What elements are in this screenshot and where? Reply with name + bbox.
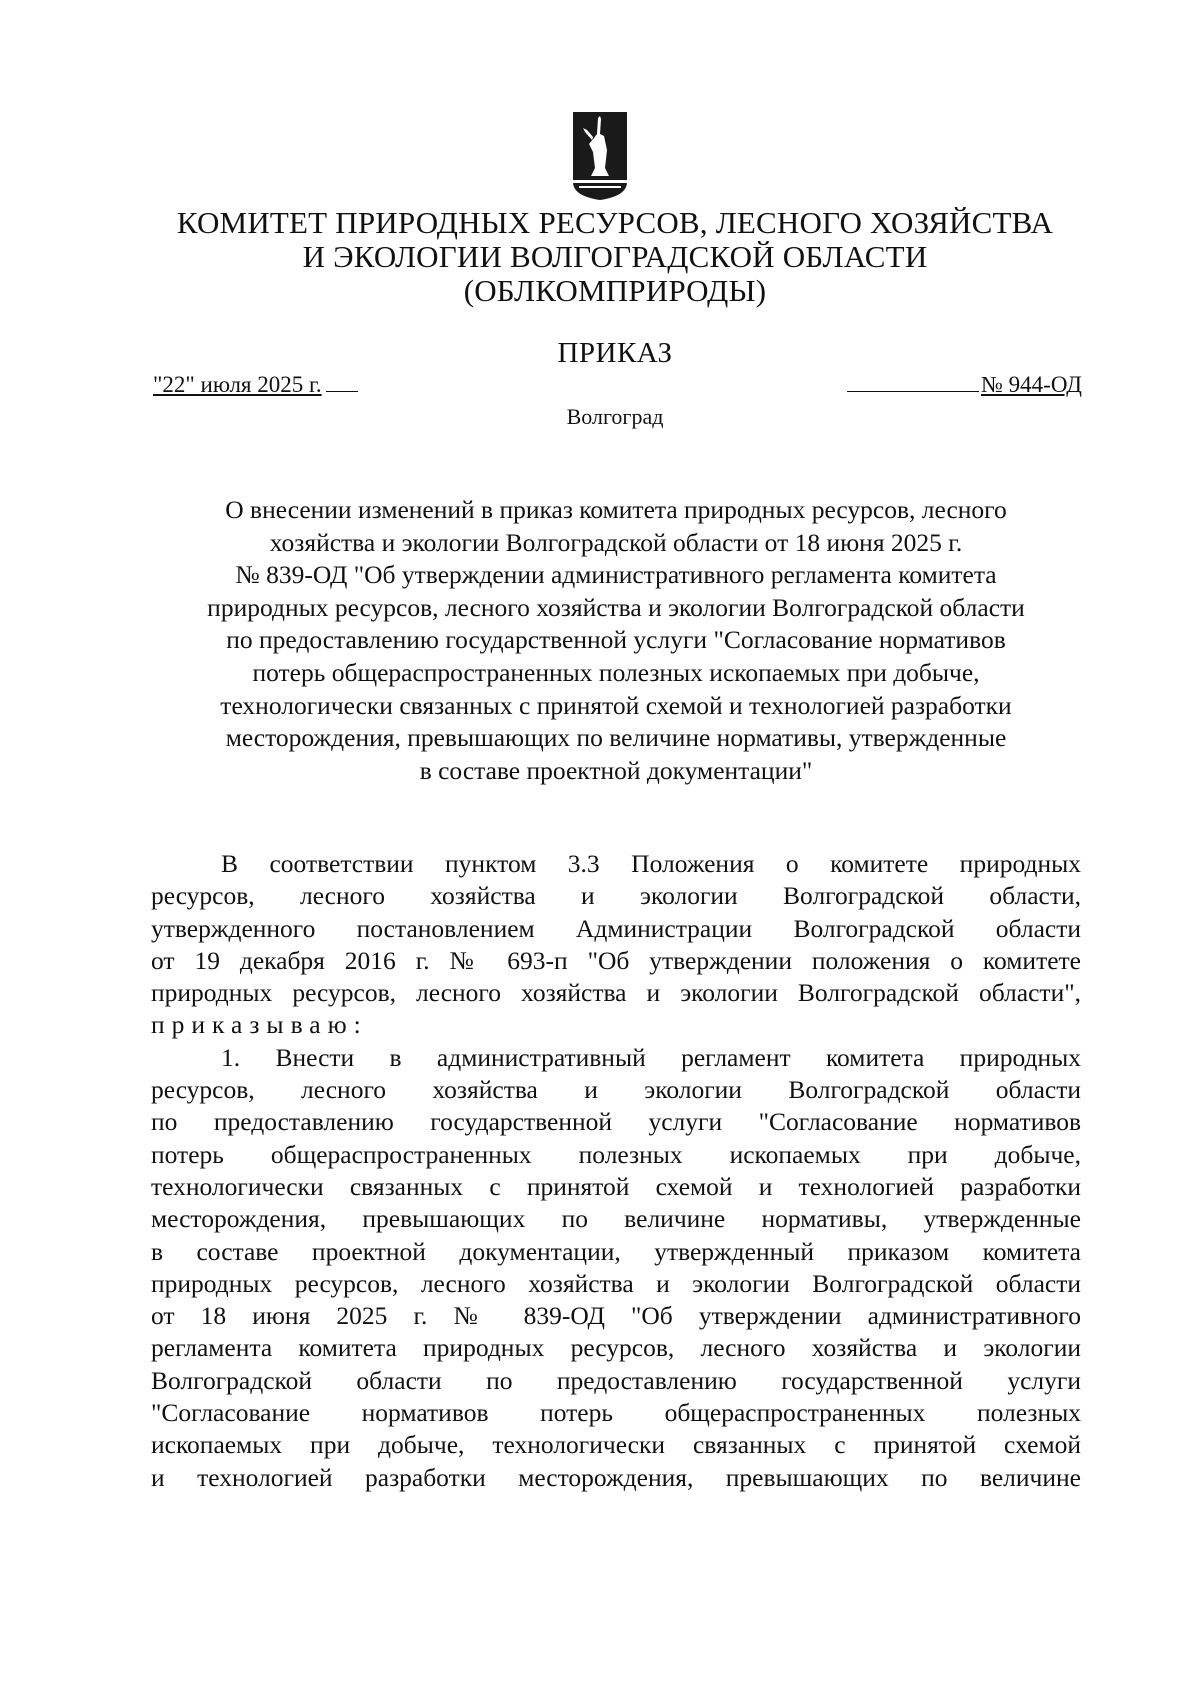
document-date <box>153 371 358 399</box>
body-line: в составе проектной документации, утвержденный приказом комитета <box>151 1236 1081 1266</box>
body-line: природных ресурсов, лесного хозяйства и экологии Волгоградской области <box>151 1268 1081 1298</box>
document-number <box>847 371 1082 399</box>
organization-name <box>150 206 1080 308</box>
org-line: И ЭКОЛОГИИ ВОЛГОГРАДСКОЙ ОБЛАСТИ <box>302 239 928 274</box>
date-text: "22" июля 2025 г. <box>153 372 322 397</box>
subject-line: О внесении изменений в приказ комитета природных ресурсов, лесного <box>225 495 1007 524</box>
body-line: от 18 июня 2025 г. № 839-ОД "Об утверждении административного <box>151 1301 1081 1331</box>
volgograd-coat-of-arms-icon <box>571 110 629 202</box>
subject-line: № 839-ОД "Об утверждении административного регламента комитета <box>235 560 997 590</box>
body-line: природных ресурсов, лесного хозяйства и экологии Волгоградской области", <box>151 978 1081 1008</box>
document-subject <box>150 494 1082 787</box>
subject-line: технологически связанных с принятой схемой и технологией разработки <box>220 690 1012 720</box>
body-line: ископаемых при добыче, технологически связанных с принятой схемой <box>151 1430 1081 1460</box>
document-city: Волгоград <box>566 404 664 429</box>
document-body <box>151 848 1081 1494</box>
org-line: (ОБЛКОМПРИРОДЫ) <box>463 273 767 308</box>
number-underline <box>847 371 979 392</box>
body-line: технологически связанных с принятой схемой и технологией разработки <box>151 1171 1081 1201</box>
org-line: КОМИТЕТ ПРИРОДНЫХ РЕСУРСОВ, ЛЕСНОГО ХОЗЯЙСТВА <box>176 205 1054 240</box>
body-line: ресурсов, лесного хозяйства и экологии Волгоградской области <box>151 1075 1081 1105</box>
number-text: № 944-ОД <box>980 372 1082 397</box>
body-line: ресурсов, лесного хозяйства и экологии Волгоградской области, <box>151 881 1081 911</box>
subject-line: природных ресурсов, лесного хозяйства и экологии Волгоградской области <box>207 592 1025 622</box>
body-line: и технологией разработки месторождения, превышающих по величине <box>151 1462 1081 1492</box>
body-line: "Согласование нормативов потерь общераспространенных полезных <box>151 1398 1081 1428</box>
body-line: утвержденного постановлением Администрации Волгоградской области <box>151 913 1081 943</box>
date-underline <box>326 371 358 392</box>
body-line-order-word: приказываю: <box>151 1010 368 1040</box>
subject-line: по предоставлению государственной услуги "Согласование нормативов <box>226 625 1006 655</box>
body-line: от 19 декабря 2016 г. № 693-п "Об утверждении положения о комитете <box>151 945 1081 975</box>
subject-line: хозяйства и экологии Волгоградской области от 18 июня 2025 г. <box>269 527 963 557</box>
subject-line: в составе проектной документации" <box>419 755 813 785</box>
body-line: месторождения, превышающих по величине нормативы, утвержденные <box>151 1204 1081 1234</box>
body-line: по предоставлению государственной услуги "Согласование нормативов <box>151 1107 1081 1137</box>
subject-line: потерь общераспространенных полезных ископаемых при добыче, <box>252 657 980 687</box>
body-line: Волгоградской области по предоставлению государственной услуги <box>151 1365 1081 1395</box>
subject-line: месторождения, превышающих по величине нормативы, утвержденные <box>225 723 1007 753</box>
document-type: ПРИКАЗ <box>557 337 673 369</box>
body-line: потерь общераспространенных полезных ископаемых при добыче, <box>151 1139 1081 1169</box>
body-line: регламента комитета природных ресурсов, лесного хозяйства и экологии <box>151 1333 1081 1363</box>
body-line: 1. Внести в административный регламент комитета природных <box>221 1042 1081 1072</box>
body-line: В соответствии пунктом 3.3 Положения о комитете природных <box>221 849 1081 878</box>
